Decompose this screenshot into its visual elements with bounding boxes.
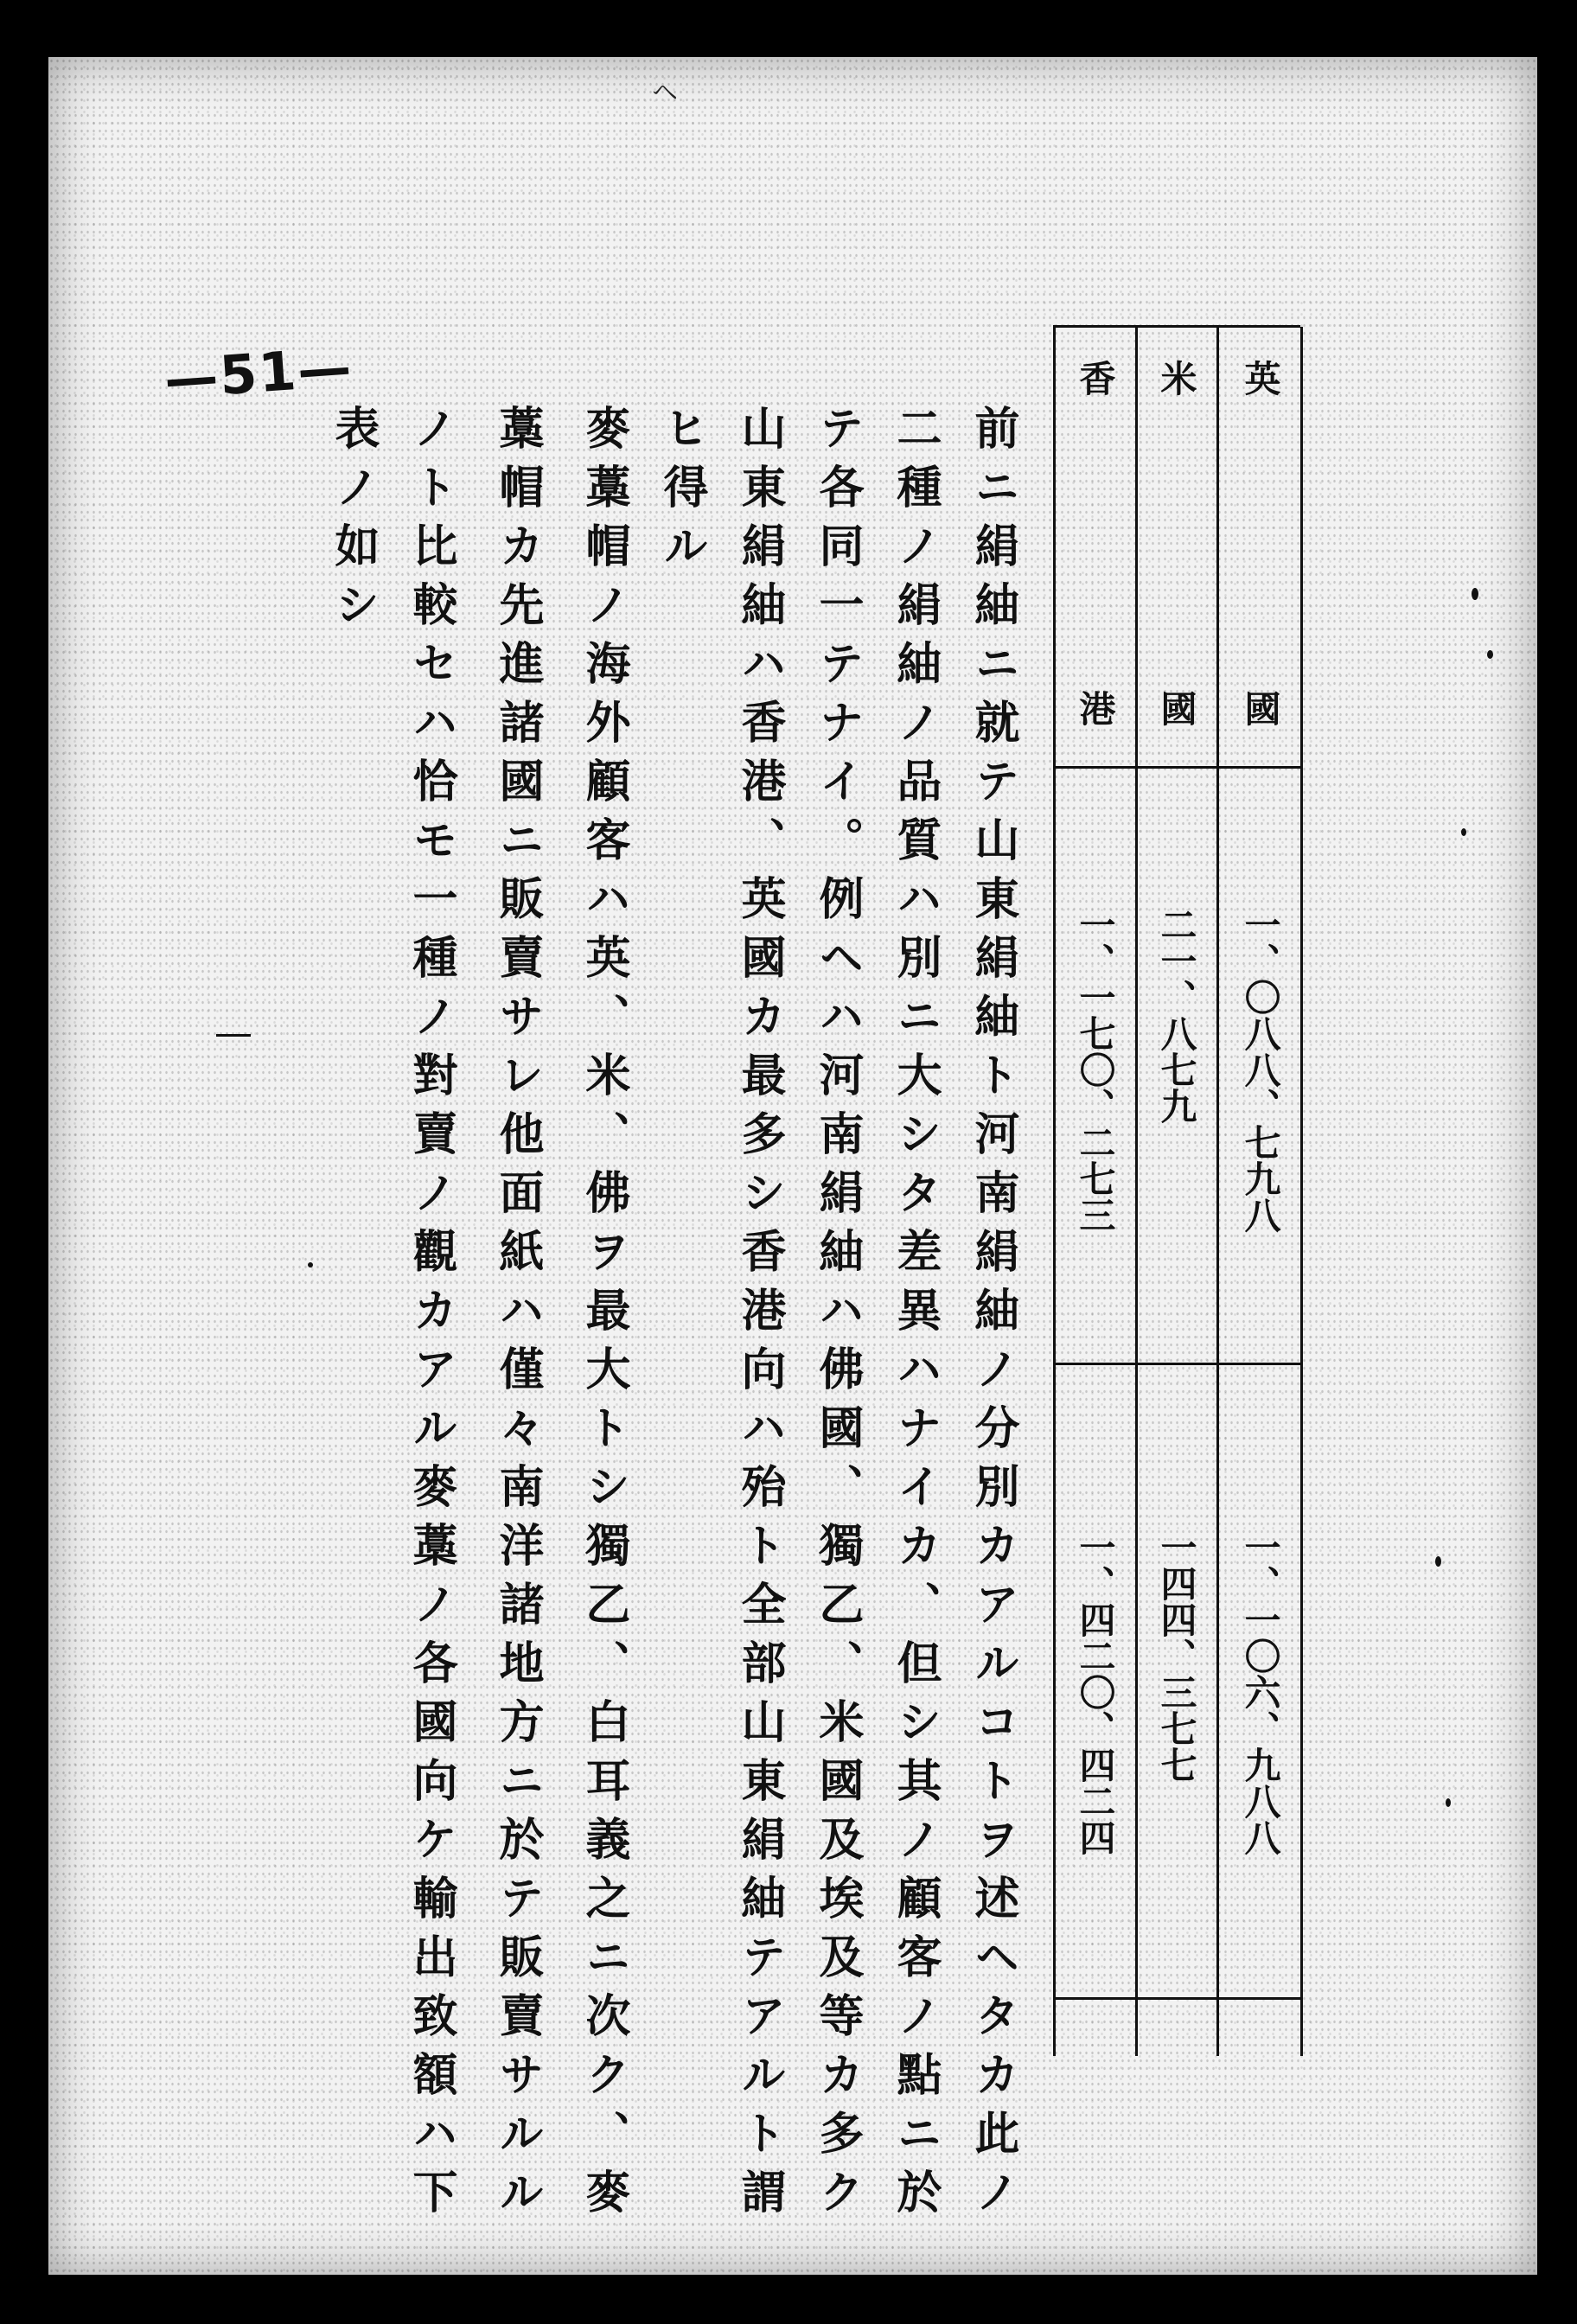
text-column: テ各同一テナイ。例ヘハ河南絹紬ハ佛國、獨乙、米國及埃及等カ多ク [811,405,864,2227]
table-value: 一、〇八八、七九八 [1239,906,1282,1233]
speck [216,1034,251,1037]
country-name-char: 港 [1074,690,1117,726]
country-name-char: 英 [1239,360,1282,396]
text-column: 麥藁帽ノ海外顧客ハ英、米、佛ヲ最大トシ獨乙、白耳義之ニ次ク、麥 [578,405,630,2227]
table-value: 一、一七〇、二七三 [1074,906,1117,1233]
country-name-char: 香 [1074,360,1117,396]
country-name-char: 國 [1239,690,1282,726]
speck [1487,650,1493,659]
country-name [1220,360,1300,396]
text-column: 山東絹紬ハ香港、英國カ最多シ香港向ハ殆ト全部山東絹紬テアルト謂 [733,405,786,2227]
table-value: 二一、八七九 [1155,906,1198,1124]
country-name-char: 米 [1155,360,1198,396]
speck [1461,828,1466,836]
page-number: —51— [162,335,355,412]
table-value: 一、一〇六、九八八 [1239,1529,1282,1855]
table-row [1055,327,1138,2056]
table-value: 一四四、三七七 [1155,1529,1198,1783]
text-column: 前ニ絹紬ニ就テ山東絹紬ト河南絹紬ノ分別カアルコトヲ述ヘタカ此ノ [967,405,1019,2227]
speck [1435,1556,1441,1567]
table-bottom-rule [1053,1997,1300,2000]
speck [308,1262,313,1267]
table-row [1220,327,1300,2056]
text-column: 藁帽カ先進諸國ニ販賣サレ他面紙ハ僅々南洋諸地方ニ於テ販賣サルル [491,405,544,2227]
export-table [1053,327,1303,2056]
text-column: 二種ノ絹紬ノ品質ハ別ニ大シタ差異ハナイカ、但シ其ノ顧客ノ點ニ於 [889,405,942,2227]
text-column: ノト比較セハ恰モ一種ノ對賣ノ觀カアル麥藁ノ各國向ケ輸出致額ハ下 [405,405,457,2227]
table-row [1136,327,1219,2056]
country-name-char: 國 [1155,690,1198,726]
text-column: 表ノ如シ [327,405,380,640]
country-name [1055,360,1135,396]
top-mark: ヘ [652,78,678,108]
text-column: ヒ得ル [655,405,708,581]
speck [1472,588,1478,600]
table-value: 一、四二〇、四二四 [1074,1529,1117,1855]
speck [1446,1798,1451,1807]
country-name [1136,360,1216,396]
